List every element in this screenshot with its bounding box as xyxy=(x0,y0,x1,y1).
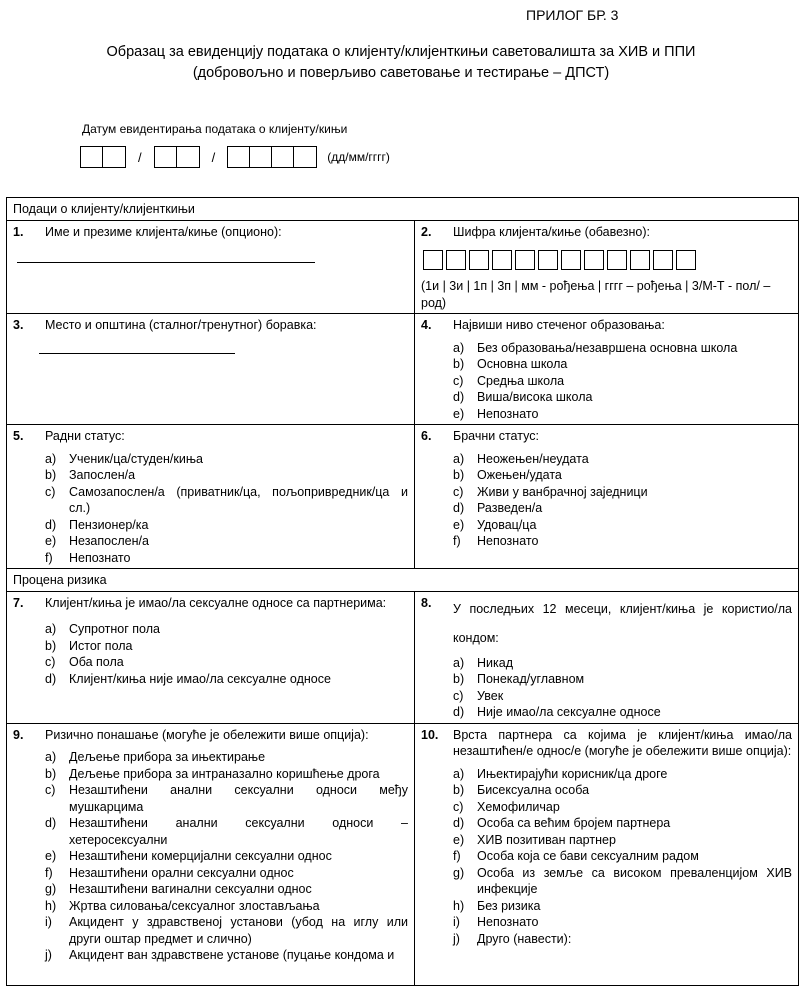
option[interactable]: c) Хемофиличар xyxy=(453,799,560,814)
option[interactable]: e) Непознато xyxy=(453,406,539,421)
section-risk: Процена ризика xyxy=(7,569,799,592)
question-10 xyxy=(415,723,799,985)
question-number: 3. xyxy=(13,318,24,332)
question-text: Радни статус: xyxy=(45,429,125,443)
option[interactable]: c) Незаштићени анални сексуални односи међу мушкарцима xyxy=(45,783,408,814)
option[interactable]: c) Средња школа xyxy=(453,373,565,388)
option[interactable]: g) Незаштићени вагинални сексуални однос xyxy=(45,882,312,896)
question-6 xyxy=(415,425,799,569)
date-format-hint: (дд/мм/гггг) xyxy=(327,150,390,164)
question-number: 1. xyxy=(13,224,24,239)
option-list xyxy=(421,340,792,423)
option[interactable]: d) Виша/висока школа xyxy=(453,390,593,404)
question-1 xyxy=(7,220,415,314)
option[interactable]: c) Оба пола xyxy=(45,655,124,669)
option[interactable]: a) Никад xyxy=(453,655,513,670)
option[interactable]: f) Незаштићени орални сексуални однос xyxy=(45,865,294,880)
question-number: 8. xyxy=(421,595,432,610)
question-4 xyxy=(415,314,799,425)
question-number: 2. xyxy=(421,224,432,239)
question-text: Клијент/киња је имао/ла сексуалне односе са партнерима: xyxy=(45,595,387,610)
option[interactable]: d) Није имао/ла сексуалне односе xyxy=(453,705,661,719)
option[interactable]: f) Особа која се бави сексуалним радом xyxy=(453,849,699,863)
option[interactable]: f) Непознато xyxy=(453,534,539,548)
day-field[interactable] xyxy=(80,146,126,168)
option[interactable]: i) Непознато xyxy=(453,915,539,929)
option-list xyxy=(421,766,792,948)
option[interactable]: b) Дељење прибора за интраназално коришћење дрога xyxy=(45,766,380,781)
question-5 xyxy=(7,425,415,569)
option-list xyxy=(421,451,792,550)
option[interactable]: a) Дељење прибора за ињектирање xyxy=(45,750,266,764)
question-number: 9. xyxy=(13,727,24,742)
question-2 xyxy=(415,220,799,314)
option[interactable]: e) Незаштићени комерцијални сексуални однос xyxy=(45,849,332,863)
question-number: 6. xyxy=(421,429,432,443)
option[interactable]: e) ХИВ позитиван партнер xyxy=(453,832,616,847)
form-subtitle: (добровољно и поверљиво саветовање и тестирање – ДПСТ) xyxy=(192,65,610,81)
date-label: Датум евидентирања података о клијенту/кињи xyxy=(82,122,348,136)
option[interactable]: d) Незаштићени анални сексуални односи – хетеросексуални xyxy=(45,816,408,847)
option[interactable]: d) Особа са већим бројем партнера xyxy=(453,816,671,830)
client-form-table xyxy=(6,197,799,986)
year-field[interactable] xyxy=(227,146,317,168)
option[interactable]: j) Друго (навести): xyxy=(453,931,572,946)
option[interactable]: e) Удовац/ца xyxy=(453,517,537,532)
question-number: 4. xyxy=(421,318,432,332)
question-text: Име и презиме клијента/киње (опционо): xyxy=(45,224,282,239)
question-text: Ризично понашање (могуће је обележити више опција): xyxy=(45,727,369,742)
question-text: Врста партнера са којима је клијент/киња имао/ла незаштићен/е однос/е (могуће је обележити више опција): xyxy=(453,727,793,758)
option[interactable]: b) Понекад/углавном xyxy=(453,672,585,686)
option[interactable]: a) Неожењен/неудата xyxy=(453,451,589,466)
question-text: У последњих 12 месеци, клијент/киња је користио/ла кондом: xyxy=(453,601,793,645)
option[interactable]: f) Непознато xyxy=(45,550,131,565)
option[interactable]: g) Особа из земље са високом преваленцијом ХИВ инфекције xyxy=(453,865,793,896)
question-8 xyxy=(415,591,799,723)
option-list xyxy=(13,621,408,687)
date-separator: / xyxy=(211,149,216,165)
question-number: 5. xyxy=(13,429,24,443)
option[interactable]: e) Незапослен/а xyxy=(45,534,149,548)
option-list xyxy=(421,655,792,721)
option[interactable]: h) Без ризика xyxy=(453,898,541,913)
section-client-data: Подаци о клијенту/клијенткињи xyxy=(7,198,799,221)
option[interactable]: d) Клијент/киња није имао/ла сексуалне односе xyxy=(45,671,331,686)
option[interactable]: b) Истог пола xyxy=(45,638,133,653)
question-9 xyxy=(7,723,415,985)
option[interactable]: b) Основна школа xyxy=(453,357,568,371)
option[interactable]: a) Без образовања/незавршена основна школа xyxy=(453,340,738,355)
question-number: 7. xyxy=(13,595,24,610)
option[interactable]: c) Живи у ванбрачној заједници xyxy=(453,484,648,499)
question-7 xyxy=(7,591,415,723)
residence-input-line[interactable] xyxy=(39,352,235,354)
option[interactable]: b) Ожењен/удата xyxy=(453,468,562,482)
name-input-line[interactable] xyxy=(17,261,315,263)
option[interactable]: c) Самозапослен/а (приватник/ца, пољопривредник/ца и сл.) xyxy=(45,484,408,515)
question-text: Највиши ниво стеченог образовања: xyxy=(453,318,665,332)
option[interactable]: b) Бисексуална особа xyxy=(453,783,590,797)
form-title: Образац за евиденцију података о клијенту/клијенткињи саветовалишта за ХИВ и ППИ xyxy=(106,44,696,60)
question-text: Шифра клијента/киње (обавезно): xyxy=(453,224,650,239)
month-field[interactable] xyxy=(154,146,200,168)
option[interactable]: a) Супротног пола xyxy=(45,622,160,636)
code-format-hint: (1и | 3и | 1п | 3п | мм - рођења | гггг – рођења | 3/М-Т - пол/ – род) xyxy=(421,279,771,310)
question-3 xyxy=(7,314,415,425)
option-list xyxy=(13,749,408,964)
annex-label: ПРИЛОГ БР. 3 xyxy=(526,7,619,23)
option[interactable]: a) Ученик/ца/студен/киња xyxy=(45,451,203,466)
option[interactable]: h) Жртва силовања/сексуалног злостављања xyxy=(45,898,320,913)
question-text: Место и општина (сталног/тренутног) боравка: xyxy=(45,318,317,332)
option[interactable]: a) Ињектирајући корисник/ца дроге xyxy=(453,766,668,781)
client-code-field[interactable] xyxy=(423,250,792,270)
option-list xyxy=(13,451,408,567)
option[interactable]: j) Акцидент ван здравствене установе (пуцање кондома и xyxy=(45,948,395,962)
question-number: 10. xyxy=(421,727,439,742)
question-text: Брачни статус: xyxy=(453,429,539,443)
option[interactable]: c) Увек xyxy=(453,688,504,703)
option[interactable]: b) Запослен/а xyxy=(45,468,136,482)
date-entry xyxy=(80,146,390,168)
option[interactable]: d) Пензионер/ка xyxy=(45,517,149,532)
date-separator: / xyxy=(138,149,142,165)
option[interactable]: d) Разведен/а xyxy=(453,501,543,515)
option[interactable]: i) Акцидент у здравственој установи (убод на иглу или други оштар предмет и слично) xyxy=(45,915,408,946)
